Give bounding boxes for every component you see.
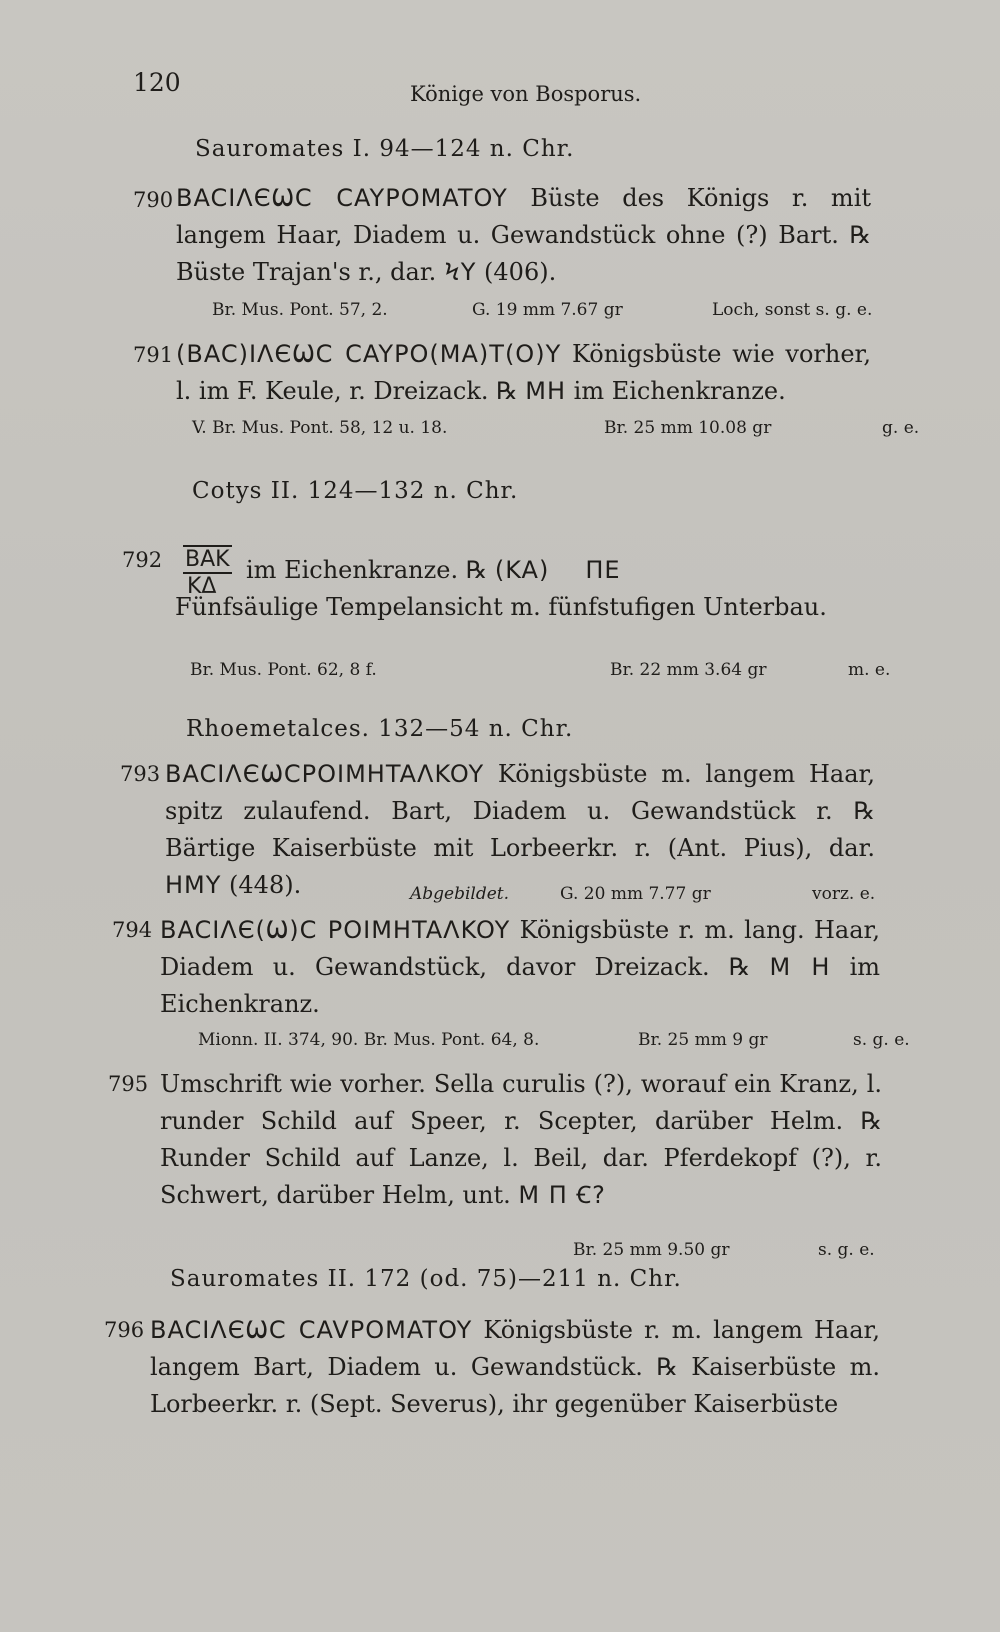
condition: s. g. e.: [818, 1240, 875, 1260]
entry-792: [246, 552, 886, 589]
entry-text: Umschrift wie vorher. Sella curulis (?), worauf ein Kranz, l. runder Schild auf Speer, r. Scepter, darüber Helm. ℞ Runder Schild auf Lanze, l. Beil, dar. Pferdekopf (?), r. Schwert, darüber Helm, unt.: [160, 1070, 882, 1209]
size-weight: Br. 25 mm 10.08 gr: [604, 418, 772, 438]
entry-number: 793: [120, 762, 161, 786]
reference: V. Br. Mus. Pont. 58, 12 u. 18.: [192, 418, 448, 438]
entry-text: (448).: [221, 871, 302, 899]
entry-794: [160, 912, 880, 1023]
mark: MH: [525, 377, 567, 405]
coin-legend: BACIΛЄ(Ѡ)C POIMHTAΛKOY: [160, 916, 511, 944]
condition: vorz. e.: [812, 884, 876, 904]
entry-793: [165, 756, 875, 904]
entry-text: Büste des Königs r. mit langem Haar, Diadem u. Gewandstück ohne (?) Bart. ℞ Büste Trajan's r., dar.: [176, 184, 872, 286]
monogram-top: BAK: [185, 547, 230, 572]
mark: M H: [769, 953, 831, 981]
section-heading: Sauromates I. 94—124 n. Chr.: [195, 136, 575, 162]
coin-legend: BACIΛЄѠC CAVPOMATOY: [150, 1316, 473, 1344]
date-mark: HMY: [165, 871, 222, 899]
size-weight: G. 20 mm 7.77 gr: [560, 884, 711, 904]
entry-text: im Eichenkranze. ℞: [246, 556, 495, 584]
running-head: Könige von Bosporus.: [410, 82, 642, 106]
entry-text: Königsbüste wie vorher, l. im F. Keule, r. Dreizack. ℞: [176, 340, 871, 405]
coin-legend: BACIΛЄѠCPOIMHTAΛKOY: [165, 760, 485, 788]
entry-796: [150, 1312, 880, 1423]
entry-text: (406).: [476, 258, 557, 286]
entry-791: [176, 336, 871, 410]
size-weight: G. 19 mm 7.67 gr: [472, 300, 623, 320]
entry-number: 794: [112, 918, 153, 942]
page-number: 120: [133, 68, 181, 97]
entry-text: Königsbüste m. langem Haar, spitz zulaufend. Bart, Diadem u. Gewandstück r. ℞ Bärtige Kaiserbüste mit Lorbeerkr. r. (Ant. Pius), dar.: [165, 760, 875, 862]
reference: Br. Mus. Pont. 57, 2.: [212, 300, 388, 320]
entry-number: 791: [133, 343, 174, 367]
entry-790: [176, 180, 871, 291]
mark: (KA): [494, 556, 550, 584]
entry-795: [160, 1066, 882, 1214]
entry-792-continued: [175, 589, 875, 626]
size-weight: Br. 25 mm 9 gr: [638, 1030, 768, 1050]
entry-number: 795: [108, 1072, 149, 1096]
condition: m. e.: [848, 660, 891, 680]
entry-text: Fünfsäulige Tempelansicht m. fünfstufigen Unterbau.: [175, 593, 827, 621]
entry-number: 792: [122, 548, 163, 572]
condition: Loch, sonst s. g. e.: [712, 300, 873, 320]
section-heading: Sauromates II. 172 (od. 75)—211 n. Chr.: [170, 1266, 682, 1292]
condition: g. e.: [882, 418, 920, 438]
section-heading: Cotys II. 124—132 n. Chr.: [192, 478, 519, 504]
coin-legend: BACIΛЄѠC CAYPOMATOY: [176, 184, 508, 212]
reference: Mionn. II. 374, 90. Br. Mus. Pont. 64, 8.: [198, 1030, 540, 1050]
mark: ΠE: [585, 556, 621, 584]
section-heading: Rhoemetalces. 132—54 n. Chr.: [186, 716, 574, 742]
condition: s. g. e.: [853, 1030, 910, 1050]
entry-text: Königsbüste r. m. langem Haar, langem Bart, Diadem u. Gewandstück. ℞ Kaiserbüste m. Lorbeerkr. r. (Sept. Severus), ihr gegenüber Kaiserbüste: [150, 1316, 880, 1418]
entry-number: 790: [133, 188, 174, 212]
size-weight: Br. 25 mm 9.50 gr: [573, 1240, 730, 1260]
date-mark: ϞY: [443, 258, 477, 286]
entry-text: Königsbüste r. m. lang. Haar, Diadem u. Gewandstück, davor Dreizack. ℞: [160, 916, 880, 981]
mark: M Π Ꞓ?: [518, 1181, 606, 1209]
coin-legend: (BAC)IΛЄѠC CAYPO(MA)T(O)Y: [176, 340, 562, 368]
monogram-bottom: KΔ: [187, 574, 217, 599]
entry-text: im Eichenkranze.: [566, 377, 786, 405]
size-weight: Br. 22 mm 3.64 gr: [610, 660, 767, 680]
reference: Abgebildet.: [410, 884, 510, 904]
entry-text: im Eichenkranz.: [160, 953, 880, 1018]
reference: Br. Mus. Pont. 62, 8 f.: [190, 660, 377, 680]
entry-number: 796: [104, 1318, 145, 1342]
